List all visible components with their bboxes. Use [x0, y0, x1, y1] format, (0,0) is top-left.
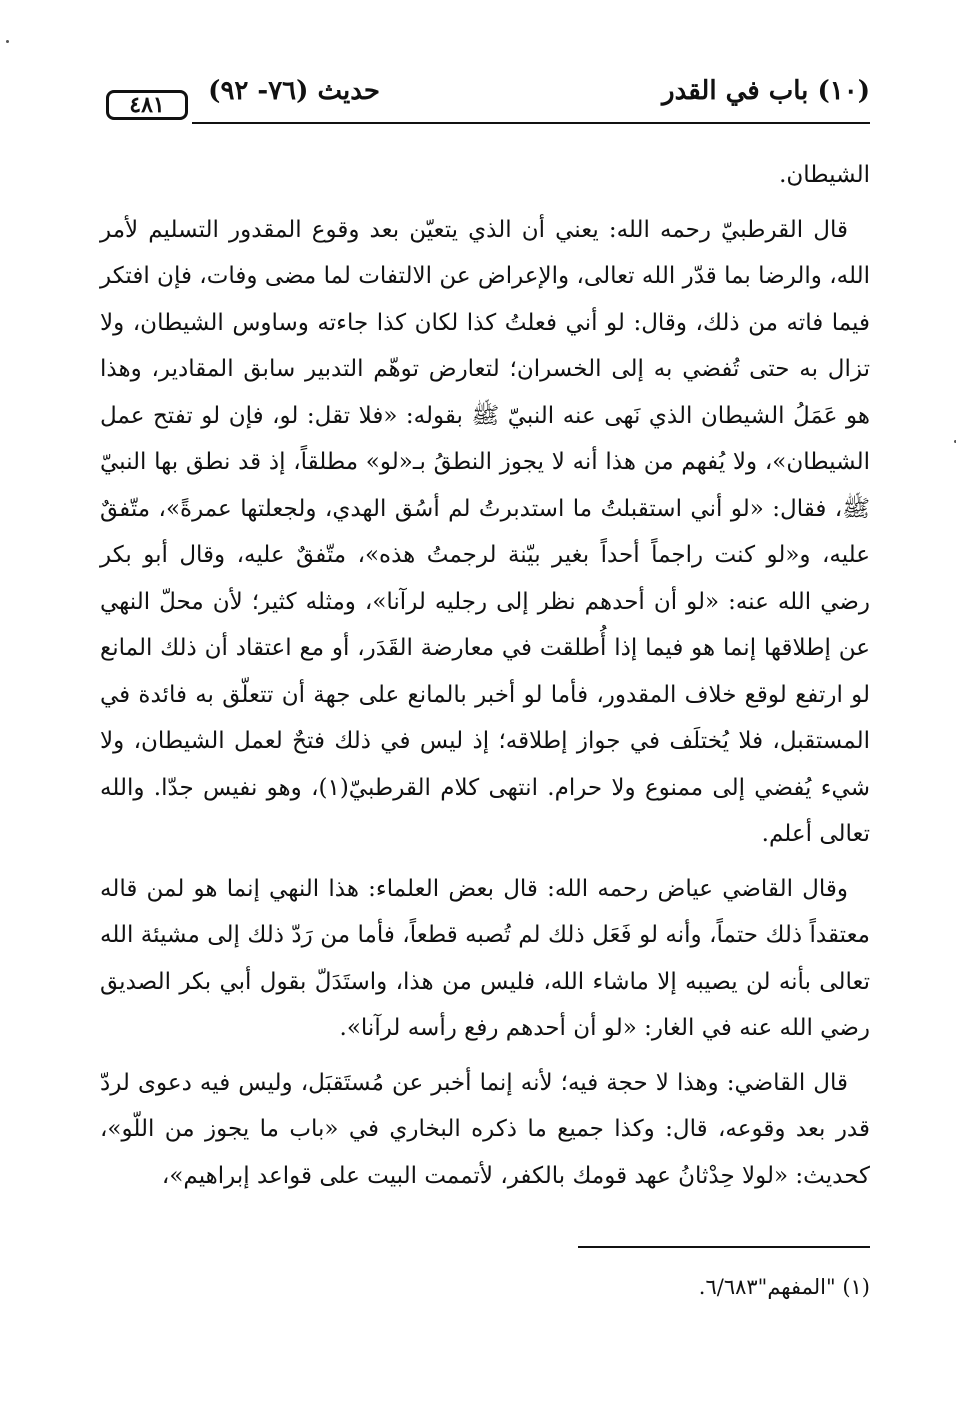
- scan-speck: [6, 40, 9, 43]
- paragraph: قال القاضي: وهذا لا حجة فيه؛ لأنه إنما أخبر عن مُستَقبَل، وليس فيه دعوى لردّ قدر بعد وقوعه، قال: وكذا جميع ما ذكره البخاري في «باب ما يجوز من اللّو»، كحديث: «لولا حِدْثانُ عهد قومك بالكفر، لأتممت البيت على قواعد إبراهيم»،: [100, 1069, 870, 1189]
- running-header: [100, 70, 870, 128]
- main-text: [100, 152, 870, 1199]
- paragraph: قال القرطبيّ رحمه الله: يعني أن الذي يتعيّن بعد وقوع المقدور التسليم لأمر الله، والرضا بما قدّر الله تعالى، والإعراض عن الالتفات لما مضى وفات، فإن افتكر فيما فاته من ذلك، وقال: لو أني فعلتُ كذا لكان كذا جاءته وساوس الشيطان، ولا تزال به حتى تُفضي به إلى الخسران؛ لتعارض توهّم التدبير سابق المقادير، وهذا هو عَمَلُ الشيطان الذي نَهى عنه النبيّ ﷺ بقوله: «فلا تقل: لو، فإن لو تفتح عمل الشيطان»، ولا يُفهم من هذا أنه لا يجوز النطقُ بـ«لو» مطلقاً، إذ قد نطق بها النبيّ ﷺ، فقال: «لو أني استقبلتُ ما استدبرتُ لم أسُق الهدي، ولجعلتها عمرةً»، متّفقٌ عليه، و«لو كنت راجماً أحداً بغير بيّنة لرجمتُ هذه»، متّفقٌ عليه، وقال أبو بكر رضي الله عنه: «لو أن أحدهم نظر إلى رجليه لرآنا»، ومثله كثير؛ لأن محلّ النهي عن إطلاقها إنما هو فيما إذا أُطلقت في معارضة القَدَر، أو مع اعتقاد أن ذلك المانع لو ارتفع لوقع خلاف المقدور، فأما لو أخبر بالمانع على جهة أن تتعلّق به فائدة في المستقبل، فلا يُختلَف في جواز إطلاقه؛ إذ ليس في ذلك فتحٌ لعمل الشيطان، ولا شيء يُفضي إلى ممنوع ولا حرام. انتهى كلام القرطبيّ(١)، وهو نفيس جدّا. والله تعالى أعلم.: [100, 216, 870, 847]
- footnote: (١) "المفهم"٦/٦٨٣.: [698, 1275, 870, 1299]
- hadith-range: حديث (٧٦- ٩٢): [208, 76, 380, 106]
- paragraph: وقال القاضي عياض رحمه الله: قال بعض العلماء: هذا النهي إنما هو لمن قاله معتقداً ذلك حتماً، وأنه لو فَعَل ذلك لم تُصبه قطعاً، فأما من رَدّ ذلك إلى مشيئة الله تعالى بأنه لن يصيبه إلا ماشاء الله، فليس من هذا، واستَدَلّ بقول أبي بكر الصديق رضي الله عنه في الغار: «لو أن أحدهم رفع رأسه لرآنا».: [100, 875, 870, 1041]
- header-rule: [192, 122, 870, 124]
- page-number: ٤٨١: [129, 92, 165, 118]
- chapter-title: (١٠) باب في القدر: [662, 76, 870, 106]
- footnote-rule: [578, 1246, 870, 1248]
- paragraph: الشيطان.: [779, 162, 870, 188]
- page-number-box: [106, 90, 188, 120]
